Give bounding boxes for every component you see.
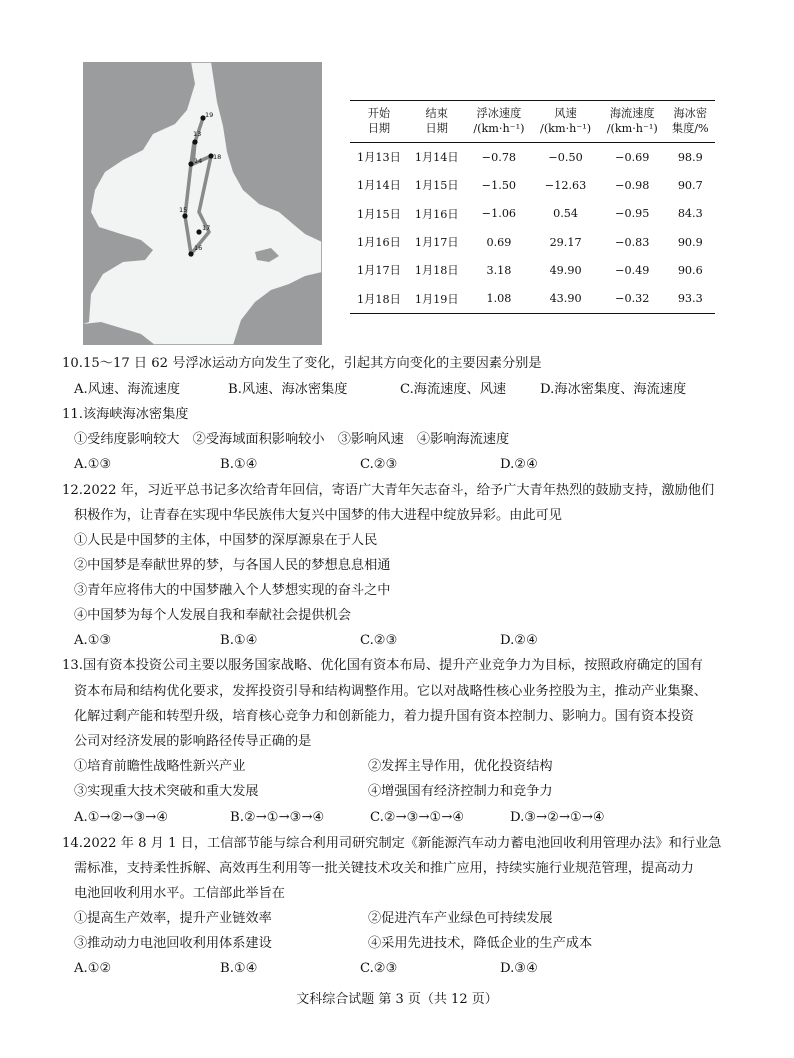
table-cell: 93.3 <box>677 292 703 306</box>
q11-items: ①受纬度影响较大 ②受海域面积影响较小 ③影响风速 ④影响海流速度 <box>74 432 510 447</box>
q14-item-3: ③推动动力电池回收利用体系建设 <box>74 936 272 951</box>
q13-item-1: ①培育前瞻性战略性新兴产业 <box>74 759 246 774</box>
q14-stem-line3: 电池回收利用水平。工信部此举旨在 <box>74 886 285 901</box>
q11-option-b[interactable]: B.①④ <box>220 457 258 472</box>
table-cell: 1月14日 <box>414 151 459 165</box>
track-label-19: 19 <box>205 111 214 119</box>
track-point-13 <box>192 139 197 144</box>
table-row <box>350 200 715 228</box>
q13-option-b[interactable]: B.②→①→③→④ <box>230 810 325 825</box>
track-point-14 <box>188 161 193 166</box>
q10-options <box>74 380 686 400</box>
q14-stem-line2: 需标准，支持柔性拆解、高效再生利用等一批关键技术攻关和推广应用，持续实施行业规范管理，提高动力 <box>74 861 694 876</box>
q10-option-a[interactable]: A.风速、海流速度 <box>74 382 181 397</box>
table-cell: 1月16日 <box>414 207 459 221</box>
table-cell: −0.32 <box>615 292 650 306</box>
table-cell: 43.90 <box>549 292 582 306</box>
q11-stem: 11.该海峡海冰密集度 <box>62 407 189 422</box>
table-cell: −0.78 <box>481 150 517 164</box>
table-cell: −1.06 <box>481 207 517 221</box>
track-label-14: 14 <box>194 157 203 165</box>
q13-stem-line3: 化解过剩产能和转型升级，培育核心竞争力和创新能力，着力提升国有资本控制力、影响力。国有资本投资 <box>74 709 694 724</box>
table-row <box>350 143 715 172</box>
q13-options <box>74 808 605 828</box>
q14-option-a[interactable]: A.①② <box>74 961 112 976</box>
table-cell: 84.3 <box>677 207 703 221</box>
table-cell: 49.90 <box>549 263 582 277</box>
q13-stem-line2: 资本布局和结构优化要求，发挥投资引导和结构调整作用。它以对战略性核心业务控股为主，推动产业集聚、 <box>74 684 707 699</box>
q12-item-2: ②中国梦是奉献世界的梦，与各国人民的梦想息息相通 <box>74 558 391 573</box>
q12-item-1: ①人民是中国梦的主体，中国梦的深厚源泉在于人民 <box>74 533 378 548</box>
table-cell: 90.9 <box>677 235 703 249</box>
drift-data-table <box>350 100 715 314</box>
q12-options <box>74 631 538 651</box>
table-cell: 1月14日 <box>357 179 401 193</box>
q12-option-b[interactable]: B.①④ <box>220 633 258 648</box>
table-cell: 1月16日 <box>357 236 401 250</box>
q13-option-c[interactable]: C.②→③→①→④ <box>370 810 465 825</box>
table-row <box>350 171 715 199</box>
table-row <box>350 284 715 313</box>
q13-option-d[interactable]: D.③→②→①→④ <box>510 810 605 825</box>
table-cell: −0.49 <box>615 263 650 277</box>
table-header: 浮冰速度 /(km·h⁻¹) <box>473 107 525 135</box>
table-cell: 1月18日 <box>414 264 459 278</box>
table-cell: 90.7 <box>677 178 703 192</box>
table-cell: 1.08 <box>486 292 512 306</box>
table-header-row <box>350 101 715 143</box>
track-point-15 <box>182 213 187 218</box>
table-cell: 98.9 <box>677 150 703 164</box>
table-cell: −0.50 <box>548 150 583 164</box>
table-header: 风速 /(km·h⁻¹) <box>540 107 592 135</box>
track-label-18: 18 <box>213 153 222 161</box>
q12-item-3: ③青年应将伟大的中国梦融入个人梦想实现的奋斗之中 <box>74 583 391 598</box>
q14-item-2: ②促进汽车产业绿色可持续发展 <box>368 911 553 926</box>
table-cell: −1.50 <box>481 178 517 192</box>
q14-stem-line1: 14.2022 年 8 月 1 日，工信部节能与综合利用司研究制定《新能源汽车动力蓄电池回收利用管理办法》和行业急 <box>62 836 722 851</box>
table-cell: 1月17日 <box>357 264 401 278</box>
table-header: 结束 日期 <box>425 107 448 135</box>
q10-option-c[interactable]: C.海流速度、风速 <box>400 382 507 397</box>
q14-options <box>74 959 538 979</box>
table-cell: 1月17日 <box>414 236 459 250</box>
table-cell: −0.83 <box>615 235 650 249</box>
q11-options <box>74 455 538 475</box>
table-cell: −0.98 <box>615 178 650 192</box>
track-point-17 <box>196 229 201 234</box>
q14-option-d[interactable]: D.③④ <box>500 961 538 976</box>
q12-option-a[interactable]: A.①③ <box>74 633 112 648</box>
q13-option-a[interactable]: A.①→②→③→④ <box>74 810 169 825</box>
table-cell: 1月18日 <box>357 292 401 306</box>
table-cell: 29.17 <box>549 235 582 249</box>
q11-option-a[interactable]: A.①③ <box>74 457 112 472</box>
q12-stem-line2: 积极作为，让青春在实现中华民族伟大复兴中国梦的伟大进程中绽放异彩。由此可见 <box>74 508 562 523</box>
table-cell: −0.95 <box>615 207 650 221</box>
q13-item-4: ④增强国有经济控制力和竞争力 <box>368 784 553 799</box>
q12-option-c[interactable]: C.②③ <box>360 633 398 648</box>
table-cell: 0.69 <box>486 235 512 249</box>
table-header: 海流速度 /(km·h⁻¹) <box>606 107 658 135</box>
q12-item-4: ④中国梦为每个人发展自我和奉献社会提供机会 <box>74 608 351 623</box>
q14-option-c[interactable]: C.②③ <box>360 961 398 976</box>
strait-map <box>83 62 322 345</box>
q14-item-1: ①提高生产效率，提升产业链效率 <box>74 911 272 926</box>
q12-option-d[interactable]: D.②④ <box>500 633 538 648</box>
q14-item-4: ④采用先进技术，降低企业的生产成本 <box>368 936 593 951</box>
table-cell: −0.69 <box>615 150 650 164</box>
table-cell: 1月15日 <box>357 207 401 221</box>
table-cell: 1月19日 <box>414 292 459 306</box>
track-label-17: 17 <box>202 224 211 232</box>
track-point-16 <box>188 251 193 256</box>
table-header: 海冰密 集度/% <box>671 107 709 135</box>
table-cell: 0.54 <box>553 207 579 221</box>
table-cell: 1月15日 <box>414 179 459 193</box>
q14-option-b[interactable]: B.①④ <box>220 961 258 976</box>
q13-item-3: ③实现重大技术突破和重大发展 <box>74 784 259 799</box>
table-cell: 90.6 <box>677 263 703 277</box>
q11-option-d[interactable]: D.②④ <box>500 457 538 472</box>
track-label-16: 16 <box>194 244 203 252</box>
q10-stem: 10.15～17 日 62 号浮冰运动方向发生了变化，引起其方向变化的主要因素分别是 <box>62 356 542 371</box>
q12-stem-line1: 12.2022 年，习近平总书记多次给青年回信，寄语广大青年矢志奋斗，给予广大青年热烈的鼓励支持，激励他们 <box>62 483 715 498</box>
q11-option-c[interactable]: C.②③ <box>360 457 398 472</box>
table-cell: −12.63 <box>544 178 587 192</box>
q13-stem-line1: 13.国有资本投资公司主要以服务国家战略、优化国有资本布局、提升产业竞争力为目标，按照政府确定的国有 <box>62 658 703 673</box>
table-row <box>350 256 715 284</box>
table-row <box>350 228 715 256</box>
q13-stem-line4: 公司对经济发展的影响路径传导正确的是 <box>74 734 312 749</box>
table-cell: 3.18 <box>486 263 512 277</box>
track-label-15: 15 <box>179 206 188 214</box>
q10-option-d[interactable]: D.海冰密集度、海流速度 <box>540 382 687 397</box>
q10-option-b[interactable]: B.风速、海冰密集度 <box>228 382 348 397</box>
track-label-13: 13 <box>193 130 202 138</box>
table-cell: 1月13日 <box>357 151 401 165</box>
page-footer: 文科综合试题 第 3 页（共 12 页） <box>296 992 498 1007</box>
table-header: 开始 日期 <box>367 107 391 135</box>
q13-item-2: ②发挥主导作用，优化投资结构 <box>368 759 553 774</box>
